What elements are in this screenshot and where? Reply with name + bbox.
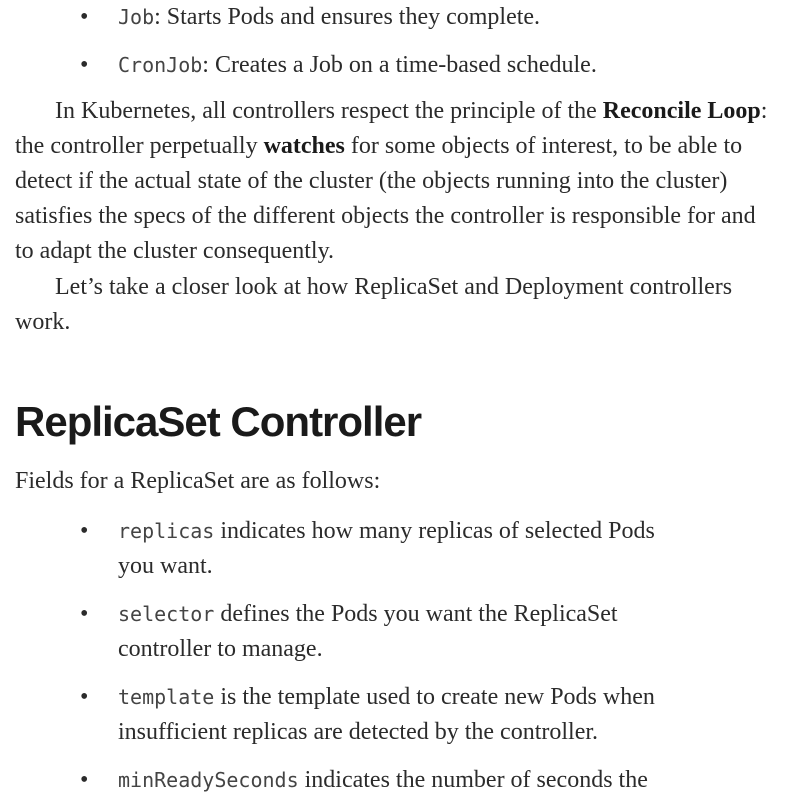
bullet-icon: • bbox=[80, 4, 89, 30]
code-term: minReadySeconds bbox=[118, 768, 299, 792]
bullet-icon: • bbox=[80, 52, 89, 78]
bold-term-watches: watches bbox=[263, 133, 345, 159]
list-item-text: indicates the number of seconds the bbox=[298, 767, 648, 793]
bullet-icon: • bbox=[80, 684, 89, 710]
bullet-icon: • bbox=[80, 601, 89, 627]
closer-look-paragraph: Let’s take a closer look at how ReplicaSet and Deployment controllers work. bbox=[15, 274, 733, 335]
bold-term-reconcile-loop: Reconcile Loop bbox=[602, 98, 761, 124]
bullet-icon: • bbox=[80, 767, 89, 793]
list-item-text: : Creates a Job on a time-based schedule. bbox=[202, 52, 597, 78]
list-item-selector bbox=[0, 597, 700, 667]
list-item-text: indicates how many replicas of selected Pods you want. bbox=[118, 518, 655, 579]
code-term: Job bbox=[118, 5, 155, 29]
code-term: CronJob bbox=[118, 53, 203, 77]
list-item-text: is the template used to create new Pods when insufficient replicas are detected by the controller. bbox=[118, 684, 655, 745]
paragraph-text: for some objects of interest, to be able to detect if the actual state of the cluster (the objects running into the cluster) satisfies the specs of the different objects the controller is responsible for and to adapt the cluster consequently. bbox=[15, 133, 756, 264]
list-item-cronjob bbox=[0, 48, 800, 96]
list-item-template bbox=[0, 680, 700, 750]
paragraph-text: : the controller perpetually bbox=[15, 98, 768, 159]
reconcile-loop-paragraph bbox=[0, 94, 800, 269]
controller-type-list bbox=[0, 0, 800, 96]
paragraph-text: In Kubernetes, all controllers respect the principle of the bbox=[55, 98, 603, 124]
code-term: replicas bbox=[118, 519, 215, 543]
bullet-icon: • bbox=[80, 518, 89, 544]
section-heading: ReplicaSet Controller bbox=[15, 398, 422, 445]
fields-intro: Fields for a ReplicaSet are as follows: bbox=[15, 468, 381, 494]
code-term: template bbox=[118, 685, 215, 709]
list-item-text: defines the Pods you want the ReplicaSet controller to manage. bbox=[118, 601, 618, 662]
list-item-minreadyseconds bbox=[0, 763, 700, 798]
list-item-text: : Starts Pods and ensures they complete. bbox=[154, 4, 541, 30]
list-item-replicas bbox=[0, 514, 700, 584]
list-item-job bbox=[0, 0, 800, 48]
code-term: selector bbox=[118, 602, 215, 626]
replicaset-fields-list bbox=[0, 514, 700, 798]
